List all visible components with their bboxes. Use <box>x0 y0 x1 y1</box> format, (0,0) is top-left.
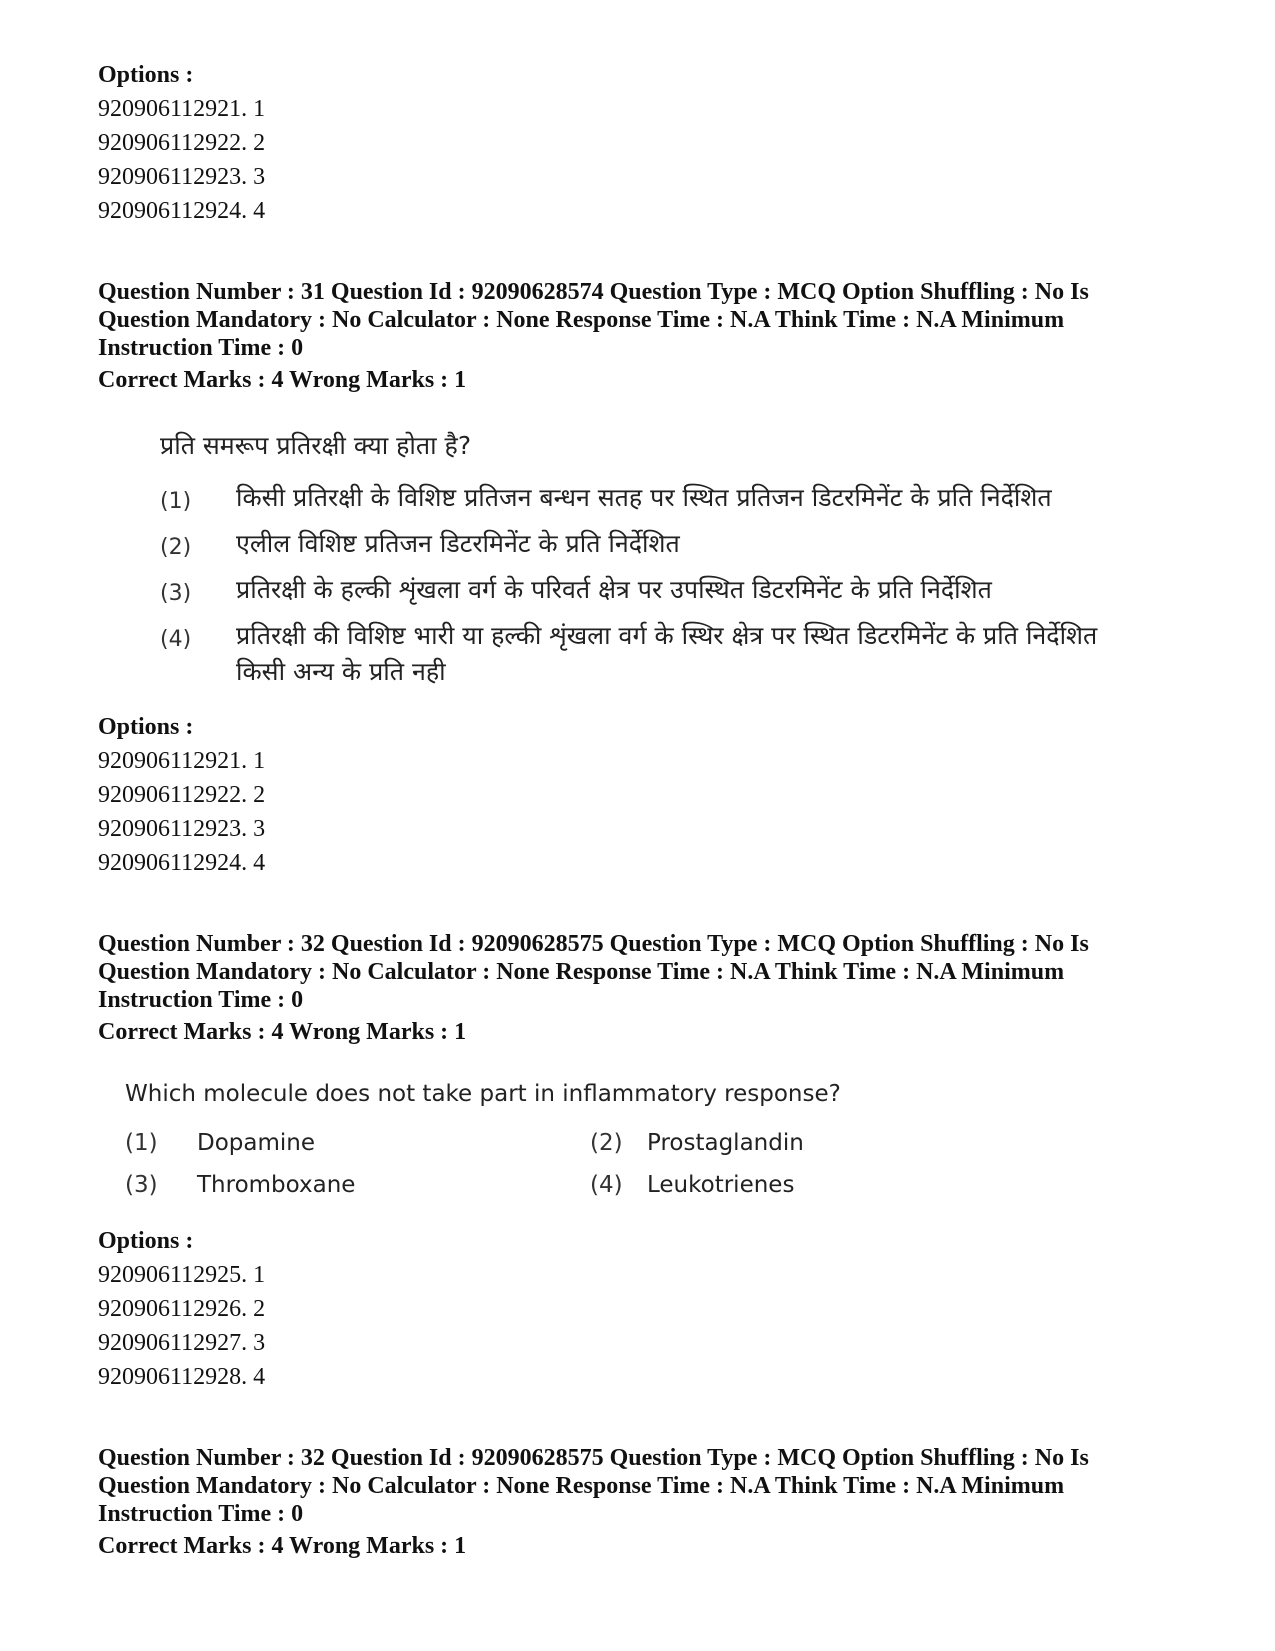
option-id: 920906112922. 2 <box>98 130 266 156</box>
question-meta-line: Question Number : 32 Question Id : 92090628575 Question Type : MCQ Option Shuffling : No Is <box>98 1445 1089 1471</box>
choice-text: Thromboxane <box>197 1172 356 1198</box>
options-heading: Options : <box>98 62 194 88</box>
choice-number: (2) <box>160 535 192 560</box>
choice-number: (1) <box>125 1130 158 1156</box>
choice-number: (2) <box>590 1130 623 1156</box>
question-meta-line: Question Mandatory : No Calculator : None Response Time : N.A Think Time : N.A Minimum <box>98 1473 1065 1499</box>
options-section <box>98 710 1188 880</box>
choice-number: (3) <box>125 1172 158 1198</box>
question-meta-line: Instruction Time : 0 <box>98 1501 304 1527</box>
choice-4 <box>160 618 1188 690</box>
choice-number: (4) <box>160 627 192 652</box>
question-meta-line: Question Number : 32 Question Id : 92090628575 Question Type : MCQ Option Shuffling : No Is <box>98 931 1089 957</box>
question-marks: Correct Marks : 4 Wrong Marks : 1 <box>98 367 467 393</box>
question-stem: प्रति समरूप प्रतिरक्षी क्या होता है? <box>160 431 472 460</box>
choice-1 <box>160 480 1188 520</box>
option-id: 920906112924. 4 <box>98 198 266 224</box>
choice-number: (4) <box>590 1172 623 1198</box>
choice-grid <box>125 1126 1188 1202</box>
choice-text: Prostaglandin <box>647 1130 804 1156</box>
options-heading: Options : <box>98 714 194 740</box>
question-32 <box>98 930 1188 1394</box>
options-section-q30 <box>98 58 1188 228</box>
option-id: 920906112924. 4 <box>98 850 266 876</box>
option-id: 920906112922. 2 <box>98 782 266 808</box>
option-id: 920906112926. 2 <box>98 1296 266 1322</box>
question-header <box>98 1444 1188 1560</box>
option-id: 920906112921. 1 <box>98 96 266 122</box>
question-marks: Correct Marks : 4 Wrong Marks : 1 <box>98 1019 467 1045</box>
question-32-repeat <box>98 1444 1188 1560</box>
question-content <box>125 1076 1188 1202</box>
question-meta-line: Instruction Time : 0 <box>98 987 304 1013</box>
choice-text: Dopamine <box>197 1130 315 1156</box>
choice-3 <box>160 572 1188 612</box>
option-id: 920906112928. 4 <box>98 1364 266 1390</box>
choice-text: एलील विशिष्ट प्रतिजन डिटरमिनेंट के प्रति निर्देशित <box>236 529 680 558</box>
choice-2 <box>160 526 1188 566</box>
question-header <box>98 278 1188 394</box>
question-stem: Which molecule does not take part in inflammatory response? <box>125 1081 841 1107</box>
question-meta-line: Question Mandatory : No Calculator : None Response Time : N.A Think Time : N.A Minimum <box>98 959 1065 985</box>
question-meta-line: Question Mandatory : No Calculator : None Response Time : N.A Think Time : N.A Minimum <box>98 307 1065 333</box>
question-marks: Correct Marks : 4 Wrong Marks : 1 <box>98 1533 467 1559</box>
options-heading: Options : <box>98 1228 194 1254</box>
options-section <box>98 1224 1188 1394</box>
option-id: 920906112925. 1 <box>98 1262 266 1288</box>
choice-number: (1) <box>160 489 192 514</box>
choice-text: किसी प्रतिरक्षी के विशिष्ट प्रतिजन बन्धन सतह पर स्थित प्रतिजन डिटरमिनेंट के प्रति निर्देशित <box>236 483 1052 512</box>
question-header <box>98 930 1188 1046</box>
question-meta-line: Instruction Time : 0 <box>98 335 304 361</box>
choice-text: Leukotrienes <box>647 1172 795 1198</box>
document-page <box>98 58 1188 1560</box>
choice-number: (3) <box>160 581 192 606</box>
question-31 <box>98 278 1188 880</box>
question-meta-line: Question Number : 31 Question Id : 92090628574 Question Type : MCQ Option Shuffling : No Is <box>98 279 1089 305</box>
option-id: 920906112927. 3 <box>98 1330 266 1356</box>
choice-text: प्रतिरक्षी की विशिष्ट भारी या हल्की शृंखला वर्ग के स्थिर क्षेत्र पर स्थित डिटरमिनेंट के प्रति निर्देशित किसी अन्य के प्रति नही <box>236 621 1098 686</box>
option-id: 920906112921. 1 <box>98 748 266 774</box>
option-id: 920906112923. 3 <box>98 816 266 842</box>
question-content <box>160 426 1188 690</box>
option-id: 920906112923. 3 <box>98 164 266 190</box>
choice-text: प्रतिरक्षी के हल्की शृंखला वर्ग के परिवर्त क्षेत्र पर उपस्थित डिटरमिनेंट के प्रति निर्देशित <box>236 575 992 604</box>
